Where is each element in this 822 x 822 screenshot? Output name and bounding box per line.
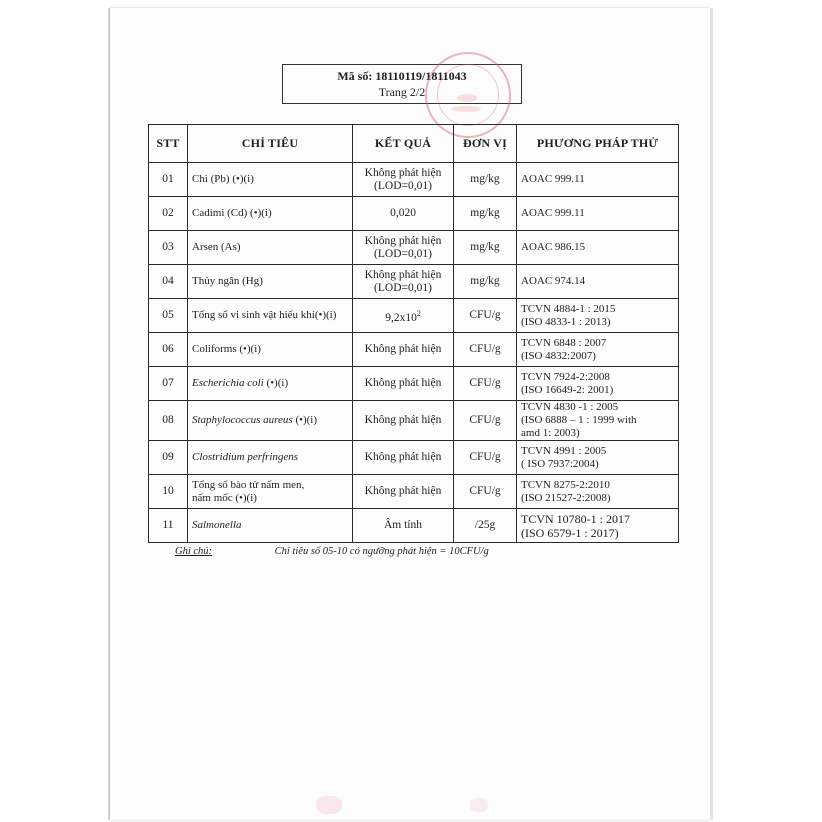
- col-indicator: CHỈ TIÊU: [188, 125, 353, 163]
- method-amendment: amd 1: 2003): [521, 427, 580, 439]
- report-code-box: [282, 64, 522, 104]
- row-unit: /25g: [454, 509, 517, 543]
- footnote-text: Chỉ tiêu số 05-10 có ngưỡng phát hiện = 10CFU/g: [274, 546, 489, 557]
- result-lod: (LOD=0,01): [374, 179, 432, 192]
- row-indicator: Salmonella: [188, 509, 353, 543]
- table-row: [149, 441, 679, 475]
- table-row: [149, 163, 679, 197]
- page-number: Trang 2/2: [378, 85, 426, 99]
- table-row: [149, 475, 679, 509]
- method-iso: (ISO 4832:2007): [521, 349, 596, 362]
- row-unit: CFU/g: [454, 333, 517, 367]
- page-right-edge: [710, 8, 713, 820]
- row-stt: 01: [149, 163, 188, 197]
- row-stt: 03: [149, 231, 188, 265]
- row-result: Không phát hiện: [353, 333, 454, 367]
- table-row: [149, 333, 679, 367]
- row-method: [517, 299, 679, 333]
- footnote-label: Ghi chú:: [175, 546, 213, 557]
- table-row: [149, 231, 679, 265]
- result-text: Không phát hiện: [364, 268, 442, 281]
- row-unit: mg/kg: [454, 265, 517, 299]
- result-lod: (LOD=0,01): [374, 281, 432, 294]
- row-method: [517, 509, 679, 543]
- row-stt: 11: [149, 509, 188, 543]
- row-indicator: Coliforms (•)(i): [188, 333, 353, 367]
- indicator-species: Escherichia coli: [192, 377, 264, 389]
- row-indicator: Chì (Pb) (•)(i): [188, 163, 353, 197]
- indicator-line: nấm mốc (•)(i): [192, 491, 257, 504]
- row-result: Không phát hiện: [353, 367, 454, 401]
- col-stt: STT: [149, 125, 188, 163]
- row-result: [353, 299, 454, 333]
- result-exponent: 2: [416, 308, 421, 318]
- row-indicator: Arsen (As): [188, 231, 353, 265]
- method-standard: TCVN 4884-1 : 2015: [521, 302, 616, 315]
- row-unit: CFU/g: [454, 475, 517, 509]
- result-lod: (LOD=0,01): [374, 247, 432, 260]
- row-indicator: [188, 401, 353, 441]
- row-method: [517, 475, 679, 509]
- indicator-line: Tổng số bào tử nấm men,: [192, 478, 305, 491]
- row-method: [517, 333, 679, 367]
- table-row: [149, 265, 679, 299]
- row-unit: CFU/g: [454, 367, 517, 401]
- table-row: [149, 367, 679, 401]
- row-method: [517, 367, 679, 401]
- row-result: Không phát hiện: [353, 441, 454, 475]
- row-indicator: [188, 475, 353, 509]
- method-standard: TCVN 4830 -1 : 2005: [521, 401, 619, 413]
- row-result: [353, 163, 454, 197]
- method-iso: (ISO 21527-2:2008): [521, 491, 611, 504]
- row-stt: 04: [149, 265, 188, 299]
- row-result: 0,020: [353, 197, 454, 231]
- row-method: [517, 441, 679, 475]
- table-row: [149, 197, 679, 231]
- col-result: KẾT QUẢ: [353, 125, 454, 163]
- row-unit: CFU/g: [454, 299, 517, 333]
- row-result: Không phát hiện: [353, 401, 454, 441]
- row-stt: 02: [149, 197, 188, 231]
- row-indicator: Clostridium perfringens: [188, 441, 353, 475]
- row-unit: mg/kg: [454, 163, 517, 197]
- table-row: [149, 401, 679, 441]
- results-table: [148, 124, 679, 543]
- row-indicator: Cadimi (Cd) (•)(i): [188, 197, 353, 231]
- row-result: Âm tính: [353, 509, 454, 543]
- table-header-row: [149, 125, 679, 163]
- row-result: [353, 265, 454, 299]
- result-text: Không phát hiện: [364, 234, 442, 247]
- method-standard: TCVN 7924-2:2008: [521, 370, 610, 383]
- row-unit: CFU/g: [454, 441, 517, 475]
- method-iso: (ISO 6579-1 : 2017): [521, 525, 619, 540]
- row-method: [517, 401, 679, 441]
- row-method: AOAC 999.11: [517, 163, 679, 197]
- row-result: [353, 231, 454, 265]
- report-code: Mã số: 18110119/1811043: [337, 69, 467, 83]
- method-iso: (ISO 16649-2: 2001): [521, 383, 614, 396]
- row-unit: mg/kg: [454, 197, 517, 231]
- row-stt: 05: [149, 299, 188, 333]
- method-standard: TCVN 10780-1 : 2017: [521, 511, 630, 526]
- method-iso: (ISO 4833-1 : 2013): [521, 315, 611, 328]
- stamp-bleed-mark: [316, 796, 342, 814]
- row-indicator: Thủy ngân (Hg): [188, 265, 353, 299]
- table-row: [149, 299, 679, 333]
- row-result: Không phát hiện: [353, 475, 454, 509]
- table-row: [149, 509, 679, 543]
- result-text: Không phát hiện: [364, 166, 442, 179]
- row-stt: 09: [149, 441, 188, 475]
- method-standard: TCVN 4991 : 2005: [521, 444, 607, 457]
- col-method: PHƯƠNG PHÁP THỬ: [517, 125, 679, 163]
- row-stt: 10: [149, 475, 188, 509]
- row-unit: mg/kg: [454, 231, 517, 265]
- method-iso: ( ISO 7937:2004): [521, 457, 599, 470]
- indicator-mark: (•)(i): [292, 414, 318, 426]
- row-stt: 08: [149, 401, 188, 441]
- stamp-bleed-mark: [470, 798, 488, 812]
- footnote: [175, 546, 489, 557]
- row-indicator: Tổng số vi sinh vật hiếu khí(•)(i): [188, 299, 353, 333]
- result-text: 9,2x10: [385, 311, 417, 324]
- row-unit: CFU/g: [454, 401, 517, 441]
- row-method: AOAC 986.15: [517, 231, 679, 265]
- indicator-mark: (•)(i): [263, 377, 289, 389]
- row-method: AOAC 974.14: [517, 265, 679, 299]
- row-stt: 07: [149, 367, 188, 401]
- method-standard: TCVN 6848 : 2007: [521, 336, 607, 349]
- row-stt: 06: [149, 333, 188, 367]
- row-indicator: [188, 367, 353, 401]
- row-method: AOAC 999.11: [517, 197, 679, 231]
- method-standard: TCVN 8275-2:2010: [521, 478, 610, 491]
- indicator-species: Staphylococcus aureus: [192, 414, 293, 426]
- method-iso: (ISO 6888 – 1 : 1999 with: [521, 414, 637, 426]
- col-unit: ĐƠN VỊ: [454, 125, 517, 163]
